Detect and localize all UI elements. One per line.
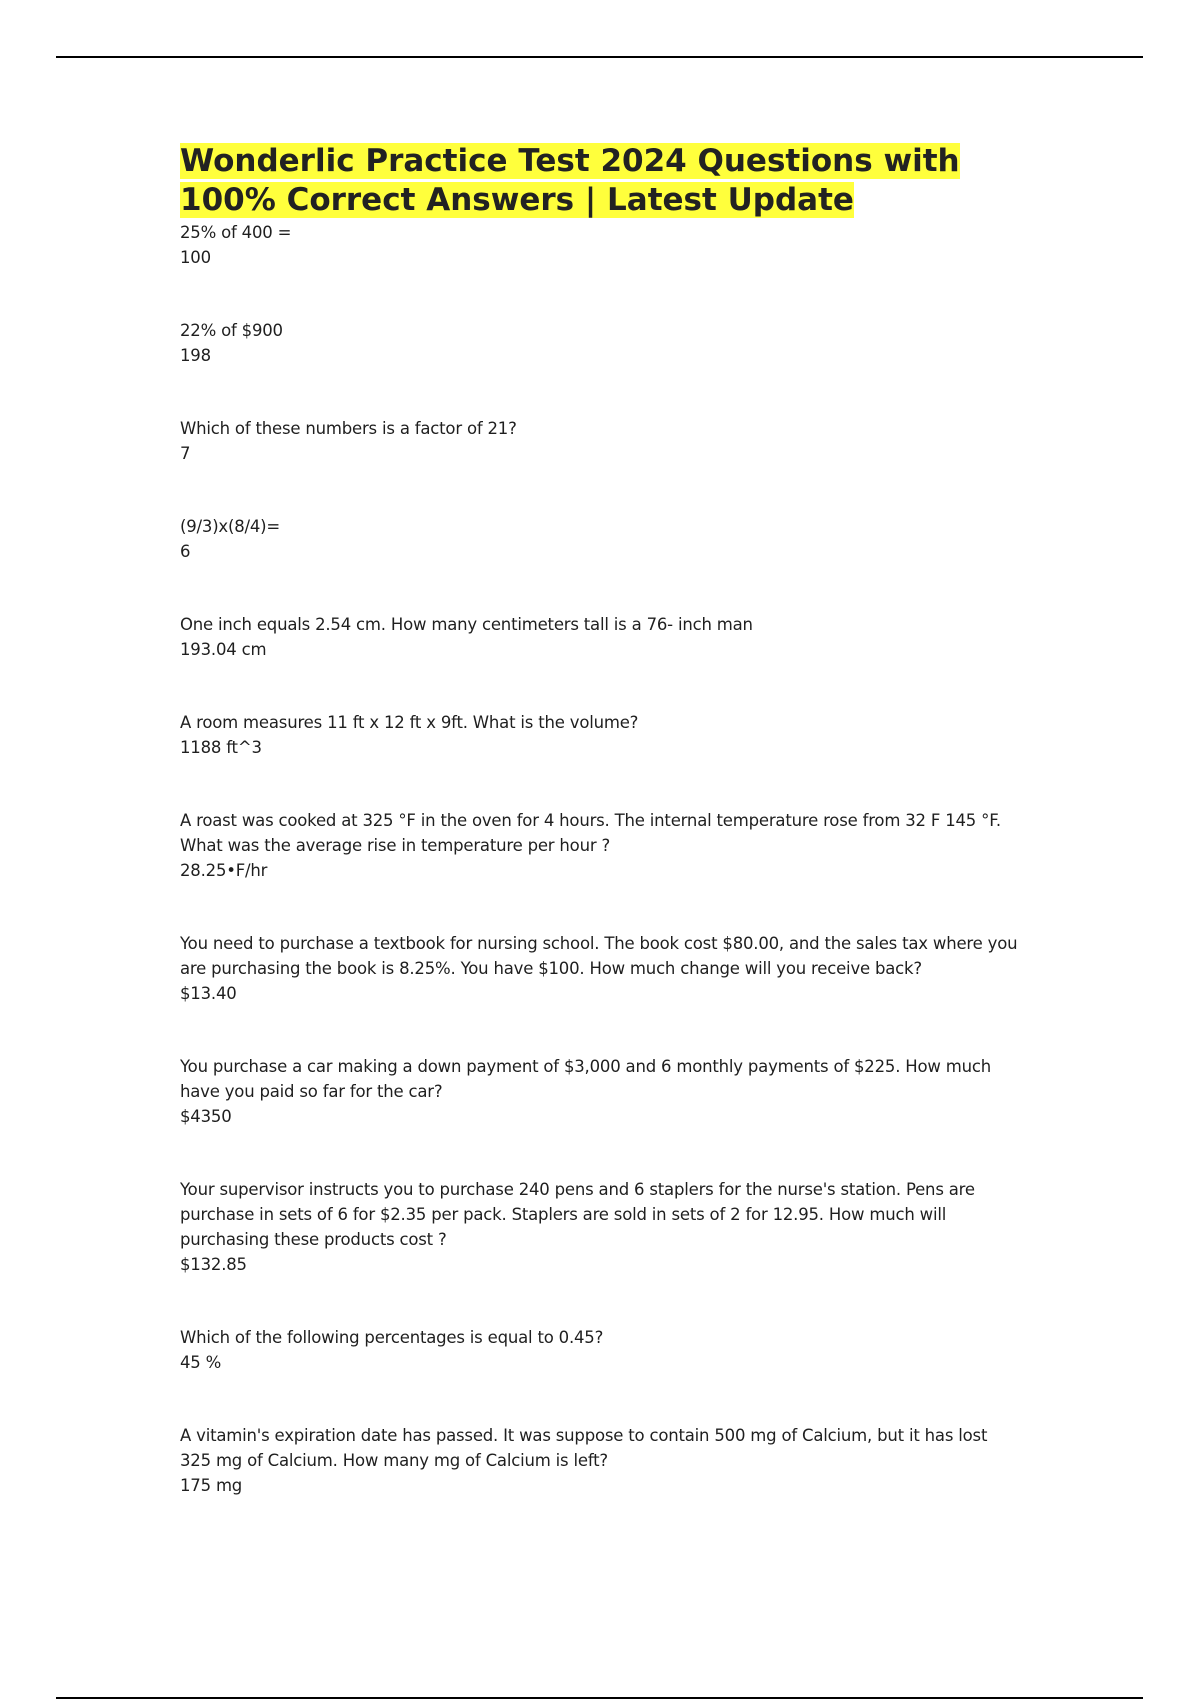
qa-item-9: [180, 1054, 1020, 1129]
qa-item-10: [180, 1177, 1020, 1277]
answer-text: $132.85: [180, 1255, 247, 1274]
qa-item-12: [180, 1423, 1020, 1498]
top-rule: [56, 56, 1143, 58]
question-text: Your supervisor instructs you to purchase 240 pens and 6 staplers for the nurse's station. Pens are purchase in sets of 6 for $2.35 per pack. Staplers are sold in sets of 2 for 12.95. How much will purchasing these products cost ?: [180, 1180, 975, 1249]
question-text: You purchase a car making a down payment of $3,000 and 6 monthly payments of $225. How much have you paid so far for the car?: [180, 1057, 991, 1101]
title-highlight: Wonderlic Practice Test 2024 Questions with 100% Correct Answers | Latest Update: [180, 143, 960, 218]
qa-item-11: [180, 1325, 1020, 1375]
question-text: Which of these numbers is a factor of 21?: [180, 419, 517, 438]
answer-text: 193.04 cm: [180, 640, 267, 659]
answer-text: 175 mg: [180, 1476, 243, 1495]
answer-text: $4350: [180, 1107, 232, 1126]
document-title: [180, 142, 1020, 220]
question-text: A vitamin's expiration date has passed. It was suppose to contain 500 mg of Calcium, but it has lost 325 mg of Calcium. How many mg of Calcium is left?: [180, 1426, 988, 1470]
document-body: [180, 142, 1020, 1498]
qa-item-2: [180, 318, 1020, 368]
qa-item-7: [180, 808, 1020, 883]
answer-text: 100: [180, 248, 211, 267]
answer-text: 198: [180, 346, 211, 365]
question-text: 25% of 400 =: [180, 223, 292, 242]
qa-item-6: [180, 710, 1020, 760]
answer-text: $13.40: [180, 984, 237, 1003]
question-text: A room measures 11 ft x 12 ft x 9ft. What is the volume?: [180, 713, 639, 732]
answer-text: 1188 ft^3: [180, 738, 262, 757]
answer-text: 7: [180, 444, 191, 463]
qa-item-8: [180, 931, 1020, 1006]
answer-text: 45 %: [180, 1353, 222, 1372]
answer-text: 6: [180, 542, 191, 561]
question-text: Which of the following percentages is equal to 0.45?: [180, 1328, 604, 1347]
bottom-rule: [56, 1697, 1143, 1699]
qa-item-4: [180, 514, 1020, 564]
question-text: 22% of $900: [180, 321, 283, 340]
question-text: You need to purchase a textbook for nursing school. The book cost $80.00, and the sales tax where you are purchasing the book is 8.25%. You have $100. How much change will you receive back?: [180, 934, 1018, 978]
question-text: A roast was cooked at 325 °F in the oven for 4 hours. The internal temperature rose from 32 F 145 °F. What was the average rise in temperature per hour ?: [180, 811, 1001, 855]
qa-item-3: [180, 416, 1020, 466]
question-text: (9/3)x(8/4)=: [180, 517, 281, 536]
question-text: One inch equals 2.54 cm. How many centimeters tall is a 76- inch man: [180, 615, 753, 634]
answer-text: 28.25•F/hr: [180, 861, 268, 880]
qa-item-1: [180, 220, 1020, 270]
qa-item-5: [180, 612, 1020, 662]
